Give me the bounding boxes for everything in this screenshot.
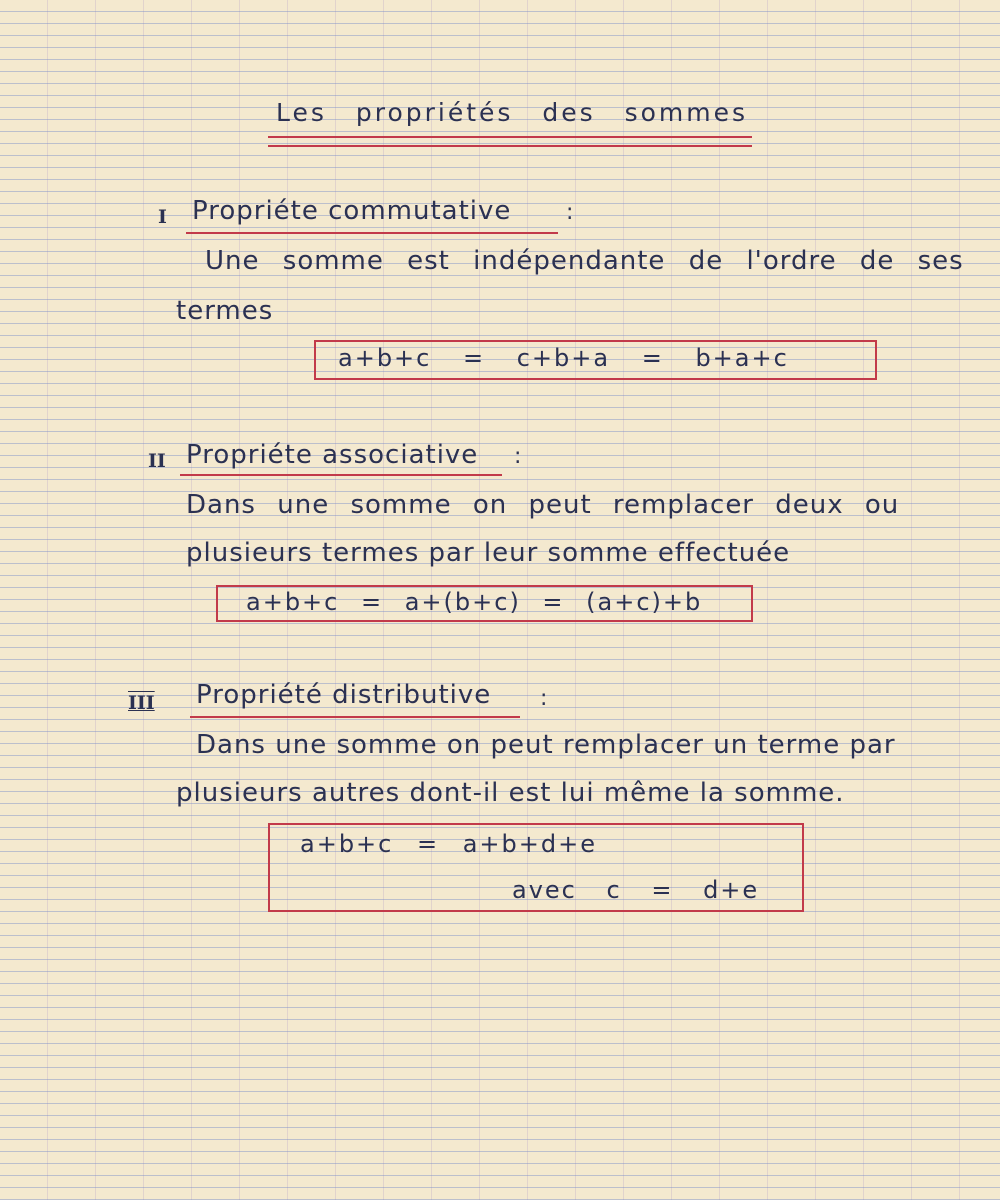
section-1-formula: a+b+c = c+b+a = b+a+c [338, 344, 789, 372]
section-3-heading-underline [190, 716, 520, 718]
section-1-text-line-2: termes [176, 296, 274, 326]
section-2-formula: a+b+c = a+(b+c) = (a+c)+b [246, 588, 703, 616]
section-2-colon: : [514, 444, 522, 469]
section-1-number: I [158, 206, 167, 228]
section-3-number: III [128, 692, 155, 714]
section-1-text-line-1: Une somme est indépendante de l'ordre de ses [205, 246, 964, 276]
section-2-heading: Propriéte associative [186, 440, 479, 470]
section-2-heading-underline [180, 474, 502, 476]
section-1-heading: Propriéte commutative [192, 196, 512, 226]
title-underline-2 [268, 145, 752, 147]
page-title: Les propriétés des sommes [276, 98, 749, 127]
section-2-text-line-2: plusieurs termes par leur somme effectuée [186, 538, 791, 568]
section-1-heading-underline [186, 232, 558, 234]
section-2-number: II [148, 450, 166, 472]
section-3-formula-line-1: a+b+c = a+b+d+e [300, 830, 597, 858]
section-3-colon: : [540, 686, 548, 711]
section-3-text-line-2: plusieurs autres dont-il est lui même la somme. [176, 778, 845, 808]
section-3-text-line-1: Dans une somme on peut remplacer un terme par [196, 730, 896, 760]
title-underline-1 [268, 136, 752, 138]
section-3-heading: Propriété distributive [196, 680, 492, 710]
section-2-text-line-1: Dans une somme on peut remplacer deux ou [186, 490, 900, 520]
section-3-formula-line-2: avec c = d+e [512, 876, 760, 904]
section-1-colon: : [566, 200, 574, 225]
